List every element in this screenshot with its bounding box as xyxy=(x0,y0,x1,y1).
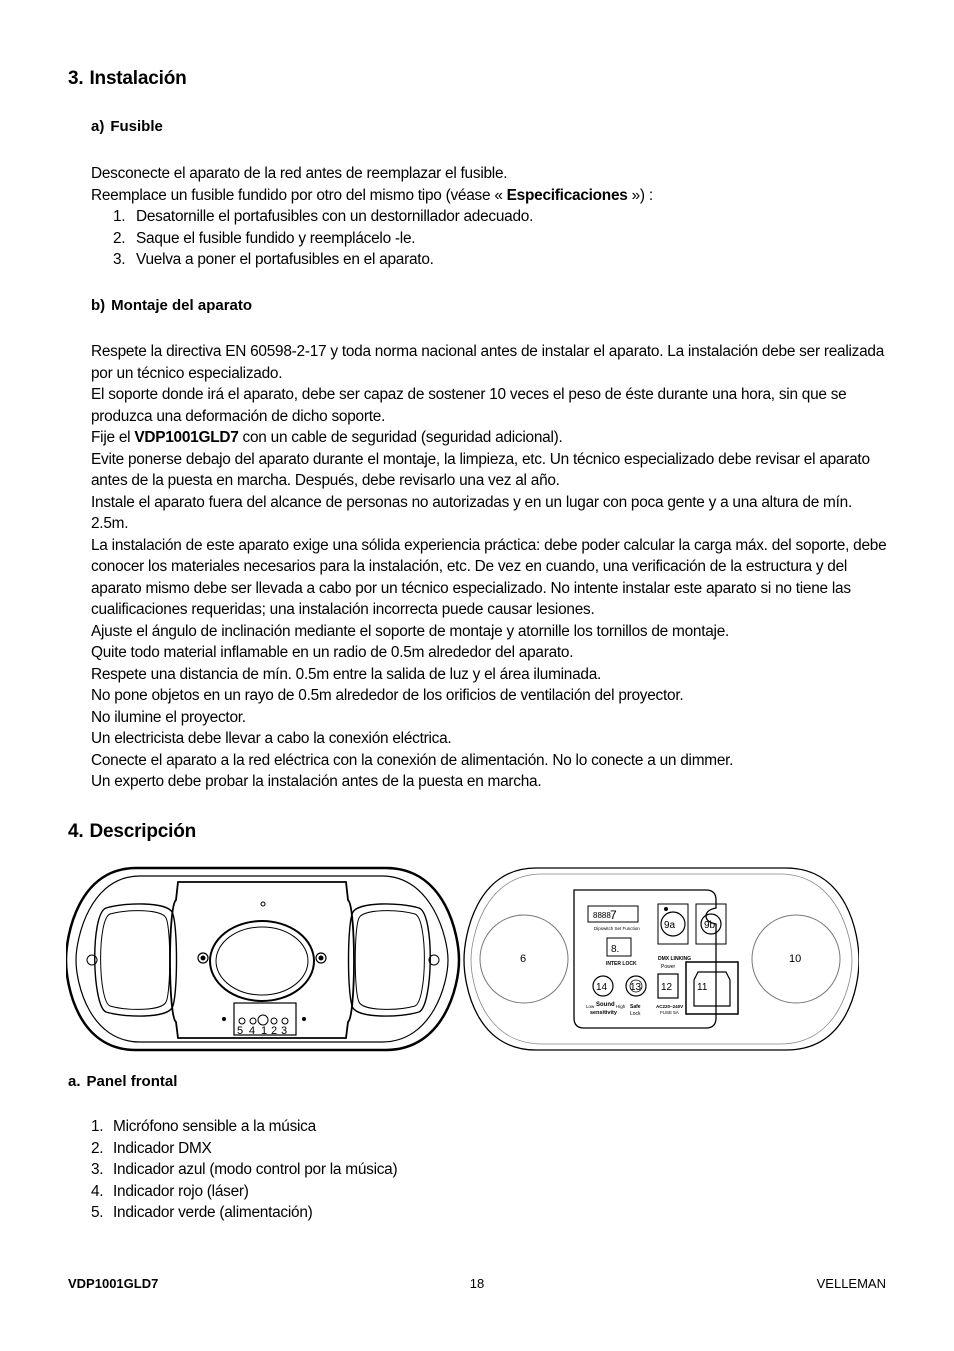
text: Reemplace un fusible fundido por otro del mismo tipo (véase « xyxy=(91,186,507,204)
list-text: Micrófono sensible a la música xyxy=(113,1118,316,1135)
interlock-label: INTER LOCK xyxy=(606,961,637,967)
footer-model: VDP1001GLD7 xyxy=(68,1276,159,1291)
fuse-label: FUSE 5A xyxy=(660,1010,679,1015)
mounting-instructions xyxy=(91,341,891,793)
front-view xyxy=(66,868,459,1050)
dmx-linking-label: DMX LINKING xyxy=(658,956,692,962)
connector-label: 9a xyxy=(664,920,676,931)
subsection-a-heading xyxy=(91,118,163,135)
high-label: High xyxy=(616,1004,626,1009)
list-number: 4. xyxy=(91,1182,104,1200)
paragraph: Ajuste el ángulo de inclinación mediante el soporte de montaje y atornille los tornillos de montaje. xyxy=(91,622,730,640)
list-number: 1. xyxy=(91,1118,104,1135)
list-text: Indicador rojo (láser) xyxy=(113,1182,249,1200)
voltage-label: AC220~240V xyxy=(656,1004,684,1009)
paragraph xyxy=(91,427,891,449)
paragraph: Respete la directiva EN 60598-2-17 y toda norma nacional antes de instalar el aparato. La instalación debe ser realizada por un técnico especializado. xyxy=(91,343,885,382)
paragraph: Respete una distancia de mín. 0.5m entre la salida de luz y el área iluminada. xyxy=(91,665,602,683)
connector-label: 9b xyxy=(704,920,716,931)
list-item xyxy=(91,206,891,228)
paragraph: Conecte el aparato a la red eléctrica con la conexión de alimentación. No lo conecte a un dimmer. xyxy=(91,751,734,769)
display-digit: 7 xyxy=(610,908,617,922)
paragraph: Quite todo material inflamable en un radio de 0.5m alrededor del aparato. xyxy=(91,644,574,661)
port-label: 6 xyxy=(520,953,527,965)
list-number: 3. xyxy=(91,1161,104,1178)
subsection-title: Montaje del aparato xyxy=(111,297,253,314)
device-illustration xyxy=(66,866,859,1054)
list-number: 2. xyxy=(113,229,126,247)
list-item xyxy=(91,228,891,250)
list-item xyxy=(91,1138,891,1160)
section-title: Descripción xyxy=(89,821,197,842)
paragraph: Un electricista debe llevar a cabo la conexión eléctrica. xyxy=(91,730,452,747)
footer-brand: VELLEMAN xyxy=(816,1276,886,1291)
list-text: Saque el fusible fundido y reemplácelo -le. xyxy=(136,229,416,247)
list-item xyxy=(91,1116,891,1138)
display-text: 8888 xyxy=(593,911,611,920)
subsection-label: a. xyxy=(68,1073,81,1090)
led-label: 5 xyxy=(237,1025,244,1037)
list-item xyxy=(91,1181,891,1203)
paragraph: No pone objetos en un rayo de 0.5m alrededor de los orificios de ventilación del proyector. xyxy=(91,687,684,704)
paragraph: No ilumine el proyector. xyxy=(91,708,246,726)
list-text: Indicador verde (alimentación) xyxy=(113,1204,313,1221)
list-number: 2. xyxy=(91,1139,104,1157)
paragraph: Desconecte el aparato de la red antes de reemplazar el fusible. xyxy=(91,165,508,182)
sensitivity-label: sensitivity xyxy=(590,1010,617,1016)
safe-label: Safe xyxy=(630,1004,641,1010)
sound-label: Sound xyxy=(596,1002,615,1008)
list-item xyxy=(91,1202,891,1224)
list-text: Indicador DMX xyxy=(113,1139,212,1157)
list-item xyxy=(91,249,891,271)
paragraph xyxy=(91,185,891,207)
subsection-label: a) xyxy=(91,118,105,135)
section-4-heading xyxy=(68,821,196,843)
led-label: 2 xyxy=(271,1025,278,1037)
list-number: 1. xyxy=(113,208,126,225)
panel-frontal-heading xyxy=(68,1073,177,1090)
text: ») : xyxy=(627,186,653,204)
paragraph: El soporte donde irá el aparato, debe ser capaz de sostener 10 veces el peso de éste durante una hora, sin que se produzca una deformación de dicho soporte. xyxy=(91,386,847,425)
led-label: 1 xyxy=(261,1025,268,1037)
section-3-heading xyxy=(68,68,187,90)
fuse-steps-list xyxy=(91,206,891,271)
section-number: 4. xyxy=(68,821,84,842)
lock-label: Lock xyxy=(630,1011,641,1017)
section-title: Instalación xyxy=(89,68,187,89)
fuse-instructions xyxy=(91,163,891,271)
knob-label: 14 xyxy=(596,982,608,993)
text: Fije el xyxy=(91,429,135,446)
list-item xyxy=(91,1159,891,1181)
emphasis: VDP1001GLD7 xyxy=(134,429,239,446)
subsection-title: Panel frontal xyxy=(86,1073,178,1090)
section-number: 3. xyxy=(68,68,84,89)
footer-page-number: 18 xyxy=(469,1276,485,1291)
socket-label: 11 xyxy=(697,982,708,993)
emphasis: Especificaciones xyxy=(506,186,628,204)
paragraph: La instalación de este aparato exige una sólida experiencia práctica: debe poder calcular la carga máx. del soporte, debe conocer los materiales necesarios para la instalación, etc. De vez en cuando, una verificación de la estructura y del aparato mismo debe ser llevada a cabo por un técnico especializado. No intente instalar este aparato si no tiene las cualificaciones requeridas; una instalación incorrecta puede causar lesiones. xyxy=(91,536,887,618)
power-label: Power xyxy=(661,964,676,970)
led-label: 3 xyxy=(281,1025,288,1037)
paragraph: Evite ponerse debajo del aparato durante el montaje, la limpieza, etc. Un técnico especializado debe revisar el aparato antes de la puesta en marcha. Después, debe revisarlo una vez al año. xyxy=(91,450,870,489)
subsection-b-heading xyxy=(91,297,252,314)
device-drawing xyxy=(66,866,859,1054)
list-text: Vuelva a poner el portafusibles en el aparato. xyxy=(136,251,434,268)
interlock-display: 8. xyxy=(611,944,620,955)
led-label: 4 xyxy=(249,1025,256,1037)
low-label: Low xyxy=(586,1004,595,1009)
display-caption: Dipswitch Set Function xyxy=(594,926,640,931)
list-text: Indicador azul (modo control por la música) xyxy=(113,1161,398,1178)
text: con un cable de seguridad (seguridad adicional). xyxy=(238,429,563,446)
list-number: 3. xyxy=(113,251,126,268)
button-label: 13 xyxy=(630,982,642,993)
list-text: Desatornille el portafusibles con un destornillador adecuado. xyxy=(136,208,534,225)
subsection-title: Fusible xyxy=(110,118,163,135)
front-panel-list-block xyxy=(91,1116,891,1224)
subsection-label: b) xyxy=(91,297,106,314)
switch-label: 12 xyxy=(661,982,673,993)
paragraph: Un experto debe probar la instalación antes de la puesta en marcha. xyxy=(91,773,542,790)
port-label: 10 xyxy=(789,953,802,965)
front-panel-list xyxy=(91,1116,891,1224)
list-number: 5. xyxy=(91,1204,104,1221)
paragraph: Instale el aparato fuera del alcance de personas no autorizadas y en un lugar con poca gente y a una altura de mín. 2.5m. xyxy=(91,493,852,532)
